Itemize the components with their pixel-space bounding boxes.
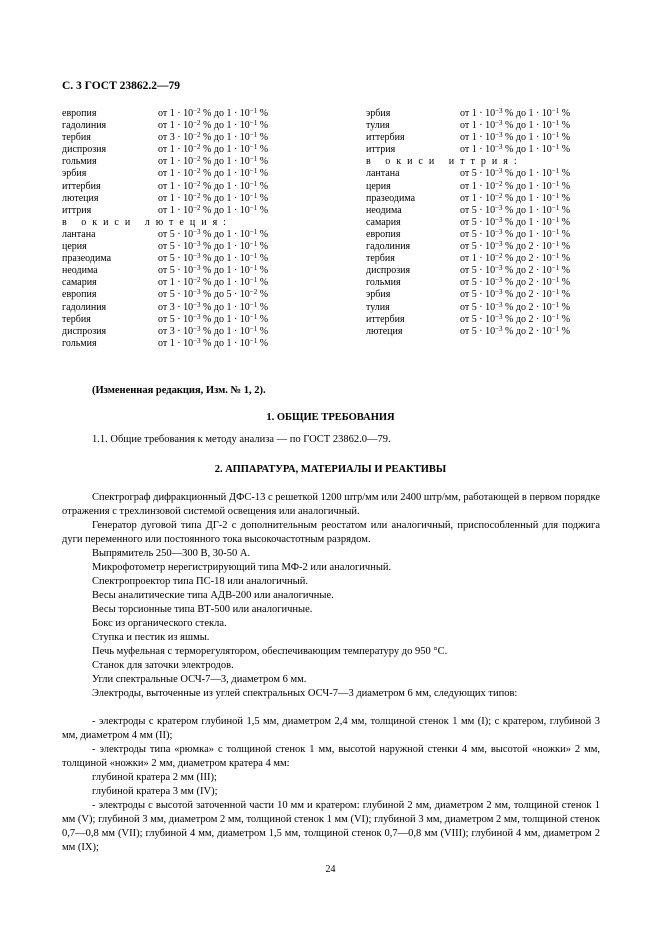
concentration-range: от $1 \cdot 10^{-2}$ % до $1 \cdot 10^{-1}$ %: [158, 167, 269, 180]
element-name: празеодима: [366, 192, 416, 204]
concentration-range: от $5 \cdot 10^{-3}$ % до $2 \cdot 10^{-1}$ %: [460, 276, 571, 289]
concentration-range: от $5 \cdot 10^{-3}$ % до $1 \cdot 10^{-1}$ %: [460, 203, 571, 216]
element-name: тулия: [366, 120, 390, 132]
concentration-range: от $5 \cdot 10^{-3}$ % до $5 \cdot 10^{-2}$ %: [158, 288, 269, 301]
element-name: тербия: [62, 132, 91, 144]
concentration-range: от $1 \cdot 10^{-2}$ % до $1 \cdot 10^{-1}$ %: [158, 143, 269, 156]
paragraph: Бокс из органического стекла.: [92, 618, 227, 629]
element-name: европия: [366, 228, 401, 240]
concentration-range: от $1 \cdot 10^{-2}$ % до $1 \cdot 10^{-1}$ %: [460, 179, 571, 192]
right-column: [366, 108, 628, 338]
paragraph: глубиной кратера 2 мм (III);: [92, 772, 217, 783]
element-name: тулия: [366, 301, 390, 313]
left-column: [62, 108, 332, 350]
element-name: самария: [62, 277, 97, 289]
concentration-range: от $1 \cdot 10^{-2}$ % до $1 \cdot 10^{-1}$ %: [158, 179, 269, 192]
element-name: эрбия: [366, 289, 391, 301]
concentration-range: от $5 \cdot 10^{-3}$ % до $1 \cdot 10^{-1}$ %: [158, 312, 269, 325]
element-name: гольмия: [62, 337, 97, 349]
element-name: лантана: [366, 168, 400, 180]
element-name: иттрия: [366, 144, 396, 156]
concentration-range: от $3 \cdot 10^{-3}$ % до $1 \cdot 10^{-1}$ %: [158, 324, 269, 337]
paragraph: Весы аналитические типа АДВ-200 или аналогичные.: [92, 590, 334, 601]
sub-heading-text: в окиси лютеция:: [62, 216, 232, 228]
revision-note: (Измененная редакция, Изм. № 1, 2).: [92, 385, 266, 396]
element-name: гадолиния: [62, 301, 107, 313]
concentration-range: от $5 \cdot 10^{-3}$ % до $2 \cdot 10^{-1}$ %: [460, 264, 571, 277]
element-name: гадолиния: [366, 241, 411, 253]
paragraph: Спектропроектор типа ПС-18 или аналогичный.: [92, 576, 308, 587]
element-name: гадолиния: [62, 120, 107, 132]
concentration-range: от $3 \cdot 10^{-3}$ % до $1 \cdot 10^{-1}$ %: [158, 300, 269, 313]
element-name: тербия: [366, 253, 395, 265]
paragraph: Станок для заточки электродов.: [92, 660, 234, 671]
element-range-row: [366, 326, 628, 338]
paragraph: Ступка и пестик из яшмы.: [92, 632, 210, 643]
element-name: неодима: [366, 204, 402, 216]
concentration-range: от $1 \cdot 10^{-3}$ % до $1 \cdot 10^{-1}$ %: [460, 119, 571, 132]
element-name: гольмия: [62, 156, 97, 168]
concentration-range: от $1 \cdot 10^{-2}$ % до $1 \cdot 10^{-1}$ %: [158, 203, 269, 216]
element-name: эрбия: [366, 108, 391, 119]
concentration-range: от $5 \cdot 10^{-3}$ % до $1 \cdot 10^{-1}$ %: [158, 252, 269, 265]
element-name: иттрия: [62, 204, 92, 216]
element-name: диспрозия: [366, 265, 411, 277]
concentration-range: от $1 \cdot 10^{-2}$ % до $1 \cdot 10^{-1}$ %: [158, 155, 269, 168]
concentration-range: от $5 \cdot 10^{-3}$ % до $1 \cdot 10^{-1}$ %: [460, 215, 571, 228]
element-name: лютеция: [62, 192, 99, 204]
element-name: самария: [366, 216, 401, 228]
concentration-range: от $1 \cdot 10^{-2}$ % до $1 \cdot 10^{-1}$ %: [158, 191, 269, 204]
element-name: иттербия: [62, 180, 101, 192]
element-name: церия: [62, 241, 87, 253]
paragraph: Угли спектральные ОСЧ-7—3, диаметром 6 мм.: [92, 674, 307, 685]
element-range-row: [366, 144, 628, 156]
element-name: тербия: [62, 313, 91, 325]
paragraph: Микрофотометр нерегистрирующий типа МФ-2 или аналогичный.: [92, 562, 392, 573]
concentration-range: от $1 \cdot 10^{-2}$ % до $1 \cdot 10^{-1}$ %: [158, 276, 269, 289]
element-name: празеодима: [62, 253, 112, 265]
element-name: европия: [62, 108, 97, 119]
concentration-range: от $5 \cdot 10^{-3}$ % до $2 \cdot 10^{-1}$ %: [460, 300, 571, 313]
concentration-range: от $1 \cdot 10^{-3}$ % до $1 \cdot 10^{-1}$ %: [460, 107, 571, 119]
section-1-heading: 1. ОБЩИЕ ТРЕБОВАНИЯ: [266, 412, 395, 423]
concentration-range: от $5 \cdot 10^{-3}$ % до $2 \cdot 10^{-1}$ %: [460, 288, 571, 301]
concentration-range: от $1 \cdot 10^{-3}$ % до $1 \cdot 10^{-1}$ %: [460, 131, 571, 144]
concentration-range: от $5 \cdot 10^{-3}$ % до $1 \cdot 10^{-1}$ %: [460, 227, 571, 240]
element-name: эрбия: [62, 168, 87, 180]
concentration-range: от $1 \cdot 10^{-3}$ % до $1 \cdot 10^{-1}$ %: [460, 143, 571, 156]
element-name: церия: [366, 180, 391, 192]
concentration-range: от $5 \cdot 10^{-3}$ % до $2 \cdot 10^{-1}$ %: [460, 324, 571, 337]
paragraph: Электроды, выточенные из углей спектральных ОСЧ-7—3 диаметром 6 мм, следующих типов:: [92, 688, 518, 699]
sub-heading-text: в окиси иттрия:: [366, 156, 523, 168]
paragraph: Весы торсионные типа ВТ-500 или аналогичные.: [92, 604, 313, 615]
concentration-range: от $1 \cdot 10^{-2}$ % до $1 \cdot 10^{-1}$ %: [158, 119, 269, 132]
concentration-range: от $1 \cdot 10^{-3}$ % до $1 \cdot 10^{-1}$ %: [158, 336, 269, 349]
concentration-range: от $5 \cdot 10^{-3}$ % до $1 \cdot 10^{-1}$ %: [158, 264, 269, 277]
element-name: гольмия: [366, 277, 401, 289]
concentration-range: от $1 \cdot 10^{-2}$ % до $1 \cdot 10^{-1}$ %: [460, 191, 571, 204]
paragraph: - электроды типа «рюмка» с толщиной стенок 1 мм, высотой наружной стенки 4 мм, высотой «ножки» 2 мм, толщиной «ножки» 2 мм, диаметром кратера 4 мм:: [62, 744, 600, 769]
paragraph: Спектрограф дифракционный ДФС-13 с решеткой 1200 штр/мм или 2400 штр/мм, работающей в первом порядке отражения с трехлинзовой системой освещения или аналогичный.: [62, 492, 601, 517]
element-name: диспрозия: [62, 325, 107, 337]
page-number: 24: [325, 864, 336, 875]
concentration-range: от $1 \cdot 10^{-2}$ % до $2 \cdot 10^{-1}$ %: [460, 252, 571, 265]
page-header: С. 3 ГОСТ 23862.2—79: [62, 80, 181, 92]
paragraph: Выпрямитель 250—300 В, 30-50 А.: [92, 548, 251, 559]
concentration-range: от $5 \cdot 10^{-3}$ % до $1 \cdot 10^{-1}$ %: [158, 227, 269, 240]
paragraph: глубиной кратера 3 мм (IV);: [92, 786, 218, 797]
element-name: европия: [62, 289, 97, 301]
section-1-text: 1.1. Общие требования к методу анализа — по ГОСТ 23862.0—79.: [92, 434, 391, 445]
paragraph: Генератор дуговой типа ДГ-2 с дополнительным реостатом или аналогичный, приспособленный для поджига дуги переменного или постоянного тока высокочастотным разрядом.: [62, 520, 600, 545]
paragraph: - электроды с кратером глубиной 1,5 мм, диаметром 2,4 мм, толщиной стенок 1 мм (I); с кратером, глубиной 3 мм, диаметром 4 мм (II);: [62, 716, 600, 741]
section-2-heading: 2. АППАРАТУРА, МАТЕРИАЛЫ И РЕАКТИВЫ: [214, 464, 447, 475]
concentration-range: от $5 \cdot 10^{-3}$ % до $1 \cdot 10^{-1}$ %: [460, 167, 571, 180]
element-name: неодима: [62, 265, 98, 277]
element-name: иттербия: [366, 313, 405, 325]
element-name: иттербия: [366, 132, 405, 144]
element-range-row: [62, 205, 332, 217]
element-name: лютеция: [366, 325, 403, 337]
concentration-range: от $1 \cdot 10^{-2}$ % до $1 \cdot 10^{-1}$ %: [158, 107, 269, 119]
concentration-range: от $5 \cdot 10^{-3}$ % до $2 \cdot 10^{-1}$ %: [460, 312, 571, 325]
element-range-row: [62, 338, 332, 350]
element-name: диспрозия: [62, 144, 107, 156]
concentration-range: от $3 \cdot 10^{-2}$ % до $1 \cdot 10^{-1}$ %: [158, 131, 269, 144]
concentration-range: от $5 \cdot 10^{-3}$ % до $1 \cdot 10^{-1}$ %: [158, 240, 269, 253]
element-name: лантана: [62, 228, 96, 240]
paragraph: Печь муфельная с терморегулятором, обеспечивающим температуру до 950 °С.: [92, 646, 448, 657]
concentration-range: от $5 \cdot 10^{-3}$ % до $2 \cdot 10^{-1}$ %: [460, 240, 571, 253]
paragraph: - электроды с высотой заточенной части 10 мм и кратером: глубиной 2 мм, диаметром 2 мм, толщиной стенок 1 мм (V); глубиной 3 мм, диаметром 2 мм, толщиной стенок 1 мм (VI); глубиной 3 мм, диаметром 2 мм, толщиной стенок 0,7—0,8 мм (VII); глубиной 4 мм, диаметром 1,5 мм, толщиной стенок 0,7—0,8 мм (VIII); глубиной 4 мм, диаметром 2 мм (IX);: [62, 800, 600, 853]
